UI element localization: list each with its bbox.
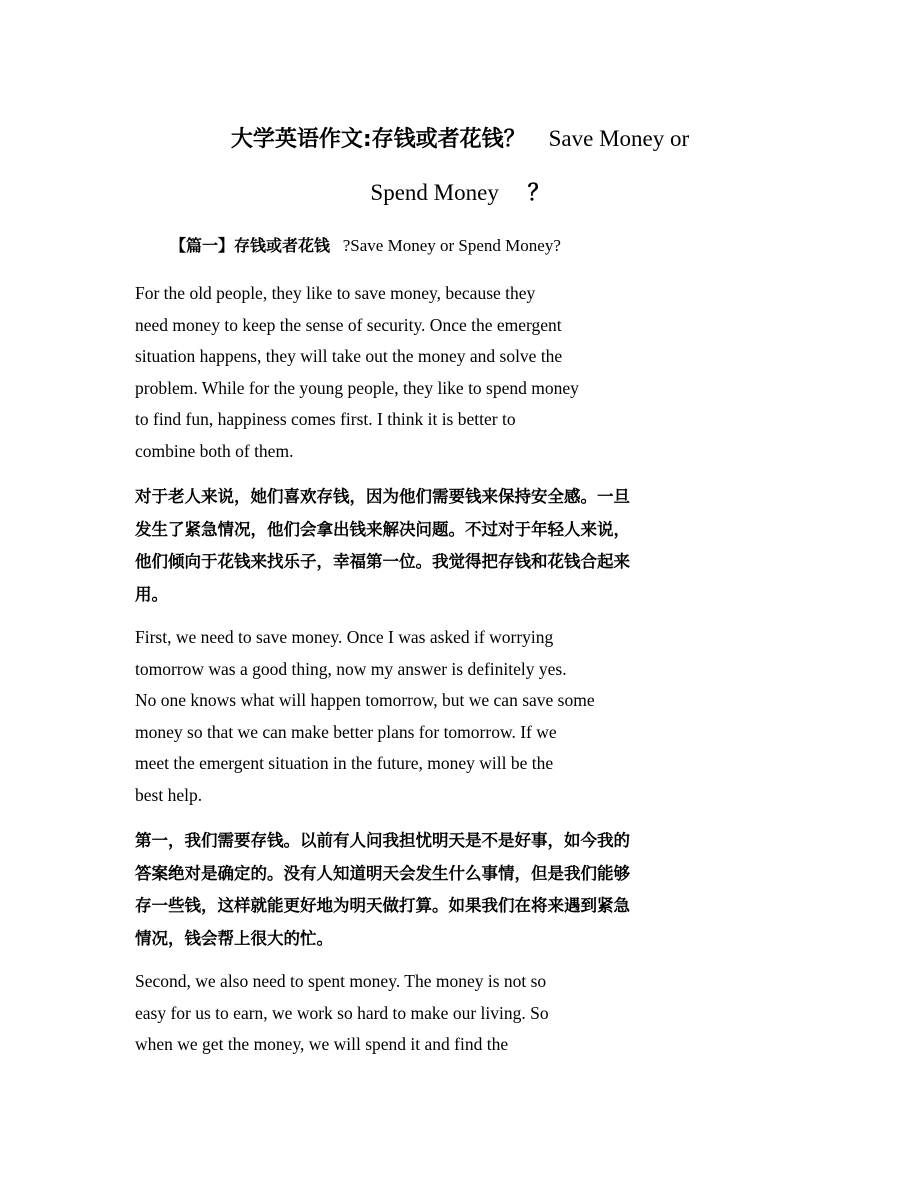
paragraph-line: 情况，钱会帮上很大的忙。 <box>135 928 333 948</box>
section-heading-chinese: 【篇一】存钱或者花钱 <box>170 236 331 255</box>
paragraph-line: 对于老人来说，她们喜欢存钱，因为他们需要钱来保持安全感。一旦 <box>135 487 630 506</box>
paragraph-line: best help. <box>135 784 203 805</box>
paragraph-line: 答案绝对是确定的。没有人知道明天会发生什么事情，但是我们能够 <box>135 863 630 883</box>
paragraph-line: meet the emergent situation in the future, money will be the <box>135 753 554 773</box>
paragraph-line: 用。 <box>135 584 168 604</box>
paragraph-line: combine both of them. <box>135 440 294 461</box>
paragraph-line: tomorrow was a good thing, now my answer is definitely yes. <box>135 658 567 679</box>
paragraph-line: No one knows what will happen tomorrow, but we can save some <box>135 690 595 710</box>
paragraph-line: when we get the money, we will spend it and find the <box>135 1034 509 1054</box>
paragraph-line: need money to keep the sense of security. Once the emergent <box>135 314 562 335</box>
paragraph-english-2 <box>135 622 675 811</box>
document-title-line-2 <box>0 178 920 209</box>
paragraph-english-3 <box>135 966 675 1061</box>
paragraph-line: 发生了紧急情况，他们会拿出钱来解决问题。不过对于年轻人来说， <box>135 519 630 539</box>
paragraph-line: to find fun, happiness comes first. I think it is better to <box>135 409 516 429</box>
paragraph-chinese-2 <box>135 825 715 955</box>
title-english-part-2: Spend Money <box>370 180 499 205</box>
section-heading <box>170 234 561 258</box>
section-heading-english: ?Save Money or Spend Money? <box>342 236 561 255</box>
paragraph-line: easy for us to earn, we work so hard to make our living. So <box>135 1002 549 1023</box>
title-english-part-1: Save Money or <box>548 126 690 151</box>
paragraph-line: First, we need to save money. Once I was asked if worrying <box>135 627 554 647</box>
paragraph-line: situation happens, they will take out the money and solve the <box>135 346 563 366</box>
paragraph-line: 存一些钱，这样就能更好地为明天做打算。如果我们在将来遇到紧急 <box>135 896 630 915</box>
paragraph-english-1 <box>135 278 675 467</box>
paragraph-line: Second, we also need to spent money. The money is not so <box>135 971 547 991</box>
paragraph-line: problem. While for the young people, they like to spend money <box>135 377 579 398</box>
paragraph-line: For the old people, they like to save money, because they <box>135 283 536 303</box>
title-chinese: 大学英语作文:存钱或者花钱？ <box>230 127 526 152</box>
paragraph-line: 第一，我们需要存钱。以前有人问我担忧明天是不是好事，如今我的 <box>135 831 630 850</box>
paragraph-line: 他们倾向于花钱来找乐子，幸福第一位。我觉得把存钱和花钱合起来 <box>135 552 630 571</box>
title-question-mark: ？ <box>527 181 550 206</box>
document-title-line-1 <box>0 124 920 155</box>
paragraph-line: money so that we can make better plans for tomorrow. If we <box>135 721 557 742</box>
paragraph-chinese-1 <box>135 481 715 611</box>
